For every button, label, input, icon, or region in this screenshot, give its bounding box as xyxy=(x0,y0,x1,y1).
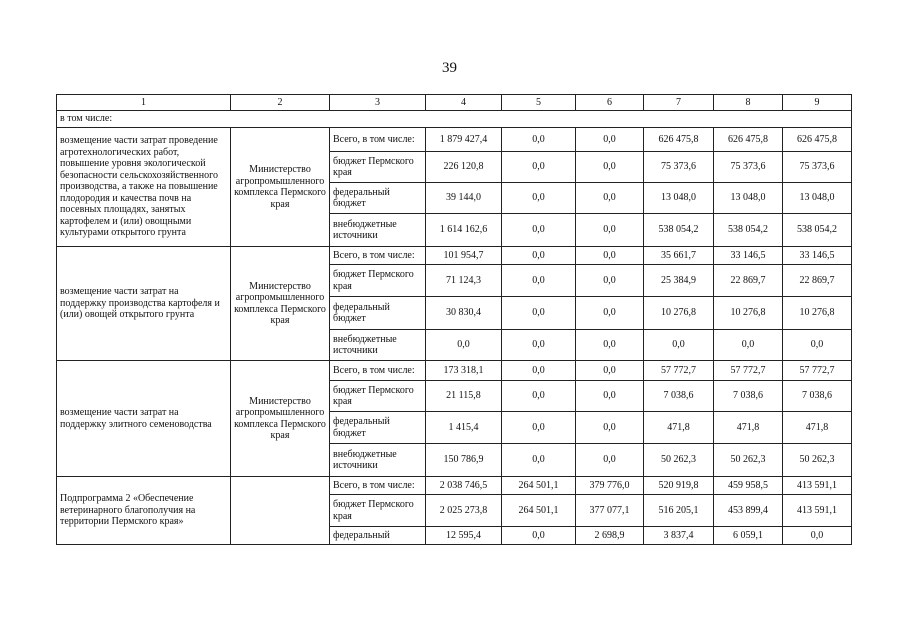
column-header: 6 xyxy=(576,95,644,111)
table-row xyxy=(57,128,852,152)
table-row xyxy=(57,361,852,381)
amount-cell: 57 772,7 xyxy=(714,361,783,381)
amount-cell: 12 595,4 xyxy=(426,527,502,545)
funding-source-cell: федеральный бюджет xyxy=(330,183,426,214)
amount-cell: 0,0 xyxy=(576,297,644,330)
amount-cell: 0,0 xyxy=(576,247,644,265)
amount-cell: 2 025 273,8 xyxy=(426,495,502,527)
amount-cell: 471,8 xyxy=(644,412,714,444)
funding-source-cell: внебюджетные источники xyxy=(330,214,426,247)
amount-cell: 0,0 xyxy=(502,330,576,361)
amount-cell: 13 048,0 xyxy=(714,183,783,214)
amount-cell: 626 475,8 xyxy=(783,128,852,152)
amount-cell: 471,8 xyxy=(714,412,783,444)
amount-cell: 0,0 xyxy=(426,330,502,361)
amount-cell: 413 591,1 xyxy=(783,477,852,495)
amount-cell: 25 384,9 xyxy=(644,265,714,297)
amount-cell: 471,8 xyxy=(783,412,852,444)
table-row xyxy=(57,477,852,495)
amount-cell: 39 144,0 xyxy=(426,183,502,214)
amount-cell: 13 048,0 xyxy=(644,183,714,214)
amount-cell: 264 501,1 xyxy=(502,495,576,527)
amount-cell: 538 054,2 xyxy=(783,214,852,247)
amount-cell: 0,0 xyxy=(783,527,852,545)
column-header: 7 xyxy=(644,95,714,111)
amount-cell: 0,0 xyxy=(576,128,644,152)
amount-cell: 453 899,4 xyxy=(714,495,783,527)
funding-source-cell: федеральный xyxy=(330,527,426,545)
amount-cell: 1 879 427,4 xyxy=(426,128,502,152)
amount-cell: 10 276,8 xyxy=(783,297,852,330)
amount-cell: 0,0 xyxy=(576,214,644,247)
amount-cell: 0,0 xyxy=(644,330,714,361)
funding-source-cell: бюджет Пермского края xyxy=(330,152,426,183)
amount-cell: 379 776,0 xyxy=(576,477,644,495)
amount-cell: 0,0 xyxy=(502,247,576,265)
column-header: 5 xyxy=(502,95,576,111)
amount-cell: 101 954,7 xyxy=(426,247,502,265)
funding-source-cell: внебюджетные источники xyxy=(330,444,426,477)
column-header: 1 xyxy=(57,95,231,111)
amount-cell: 0,0 xyxy=(502,444,576,477)
measure-name-cell: возмещение части затрат на поддержку производства картофеля и (или) овощей открытого грунта xyxy=(57,247,231,361)
amount-cell: 0,0 xyxy=(576,361,644,381)
amount-cell: 57 772,7 xyxy=(783,361,852,381)
amount-cell: 0,0 xyxy=(714,330,783,361)
responsible-cell: Министерство агропромышленного комплекса Пермского края xyxy=(231,247,330,361)
amount-cell: 2 698,9 xyxy=(576,527,644,545)
amount-cell: 0,0 xyxy=(502,297,576,330)
page-number: 39 xyxy=(442,60,457,76)
amount-cell: 0,0 xyxy=(783,330,852,361)
amount-cell: 33 146,5 xyxy=(783,247,852,265)
funding-source-cell: федеральный бюджет xyxy=(330,412,426,444)
amount-cell: 0,0 xyxy=(502,527,576,545)
amount-cell: 0,0 xyxy=(502,128,576,152)
funding-source-cell: Всего, в том числе: xyxy=(330,128,426,152)
amount-cell: 459 958,5 xyxy=(714,477,783,495)
amount-cell: 71 124,3 xyxy=(426,265,502,297)
amount-cell: 173 318,1 xyxy=(426,361,502,381)
amount-cell: 226 120,8 xyxy=(426,152,502,183)
amount-cell: 0,0 xyxy=(576,412,644,444)
header-row xyxy=(57,95,852,111)
column-header: 2 xyxy=(231,95,330,111)
amount-cell: 626 475,8 xyxy=(644,128,714,152)
amount-cell: 75 373,6 xyxy=(644,152,714,183)
responsible-cell xyxy=(231,477,330,545)
amount-cell: 75 373,6 xyxy=(783,152,852,183)
amount-cell: 264 501,1 xyxy=(502,477,576,495)
amount-cell: 377 077,1 xyxy=(576,495,644,527)
amount-cell: 0,0 xyxy=(576,381,644,412)
amount-cell: 0,0 xyxy=(576,444,644,477)
measure-name-cell: Подпрограмма 2 «Обеспечение ветеринарного благополучия на территории Пермского края» xyxy=(57,477,231,545)
amount-cell: 75 373,6 xyxy=(714,152,783,183)
amount-cell: 57 772,7 xyxy=(644,361,714,381)
amount-cell: 1 614 162,6 xyxy=(426,214,502,247)
column-header: 3 xyxy=(330,95,426,111)
amount-cell: 413 591,1 xyxy=(783,495,852,527)
amount-cell: 7 038,6 xyxy=(644,381,714,412)
responsible-cell: Министерство агропромышленного комплекса Пермского края xyxy=(231,361,330,477)
amount-cell: 3 837,4 xyxy=(644,527,714,545)
funding-source-cell: бюджет Пермского края xyxy=(330,495,426,527)
amount-cell: 0,0 xyxy=(502,412,576,444)
amount-cell: 0,0 xyxy=(502,265,576,297)
table-row xyxy=(57,247,852,265)
amount-cell: 22 869,7 xyxy=(714,265,783,297)
amount-cell: 10 276,8 xyxy=(714,297,783,330)
amount-cell: 538 054,2 xyxy=(644,214,714,247)
funding-source-cell: Всего, в том числе: xyxy=(330,361,426,381)
responsible-cell: Министерство агропромышленного комплекса Пермского края xyxy=(231,128,330,247)
amount-cell: 21 115,8 xyxy=(426,381,502,412)
amount-cell: 6 059,1 xyxy=(714,527,783,545)
amount-cell: 0,0 xyxy=(576,330,644,361)
amount-cell: 626 475,8 xyxy=(714,128,783,152)
page-bottom-margin xyxy=(0,560,899,640)
funding-source-cell: федеральный бюджет xyxy=(330,297,426,330)
amount-cell: 7 038,6 xyxy=(783,381,852,412)
amount-cell: 0,0 xyxy=(502,183,576,214)
amount-cell: 0,0 xyxy=(576,152,644,183)
amount-cell: 1 415,4 xyxy=(426,412,502,444)
amount-cell: 2 038 746,5 xyxy=(426,477,502,495)
column-header: 8 xyxy=(714,95,783,111)
amount-cell: 538 054,2 xyxy=(714,214,783,247)
funding-source-cell: бюджет Пермского края xyxy=(330,265,426,297)
amount-cell: 35 661,7 xyxy=(644,247,714,265)
subtitle-row xyxy=(57,111,852,128)
amount-cell: 150 786,9 xyxy=(426,444,502,477)
amount-cell: 520 919,8 xyxy=(644,477,714,495)
budget-table xyxy=(56,94,852,545)
funding-source-cell: внебюджетные источники xyxy=(330,330,426,361)
funding-source-cell: бюджет Пермского края xyxy=(330,381,426,412)
column-header: 9 xyxy=(783,95,852,111)
amount-cell: 22 869,7 xyxy=(783,265,852,297)
funding-source-cell: Всего, в том числе: xyxy=(330,247,426,265)
amount-cell: 50 262,3 xyxy=(714,444,783,477)
column-header: 4 xyxy=(426,95,502,111)
measure-name-cell: возмещение части затрат на поддержку элитного семеноводства xyxy=(57,361,231,477)
amount-cell: 0,0 xyxy=(502,152,576,183)
amount-cell: 0,0 xyxy=(502,361,576,381)
amount-cell: 30 830,4 xyxy=(426,297,502,330)
amount-cell: 50 262,3 xyxy=(783,444,852,477)
amount-cell: 0,0 xyxy=(576,265,644,297)
amount-cell: 0,0 xyxy=(576,183,644,214)
amount-cell: 10 276,8 xyxy=(644,297,714,330)
amount-cell: 7 038,6 xyxy=(714,381,783,412)
funding-source-cell: Всего, в том числе: xyxy=(330,477,426,495)
measure-name-cell: возмещение части затрат проведение агротехнологических работ, повышение уровня экологической безопасности сельскохозяйственного производства, а также на повышение плодородия и качества почв на посевных площадях, занятых картофелем и (или) овощными культурами открытого грунта xyxy=(57,128,231,247)
amount-cell: 0,0 xyxy=(502,381,576,412)
subtitle-cell: в том числе: xyxy=(57,111,852,128)
amount-cell: 516 205,1 xyxy=(644,495,714,527)
amount-cell: 33 146,5 xyxy=(714,247,783,265)
amount-cell: 13 048,0 xyxy=(783,183,852,214)
amount-cell: 0,0 xyxy=(502,214,576,247)
amount-cell: 50 262,3 xyxy=(644,444,714,477)
